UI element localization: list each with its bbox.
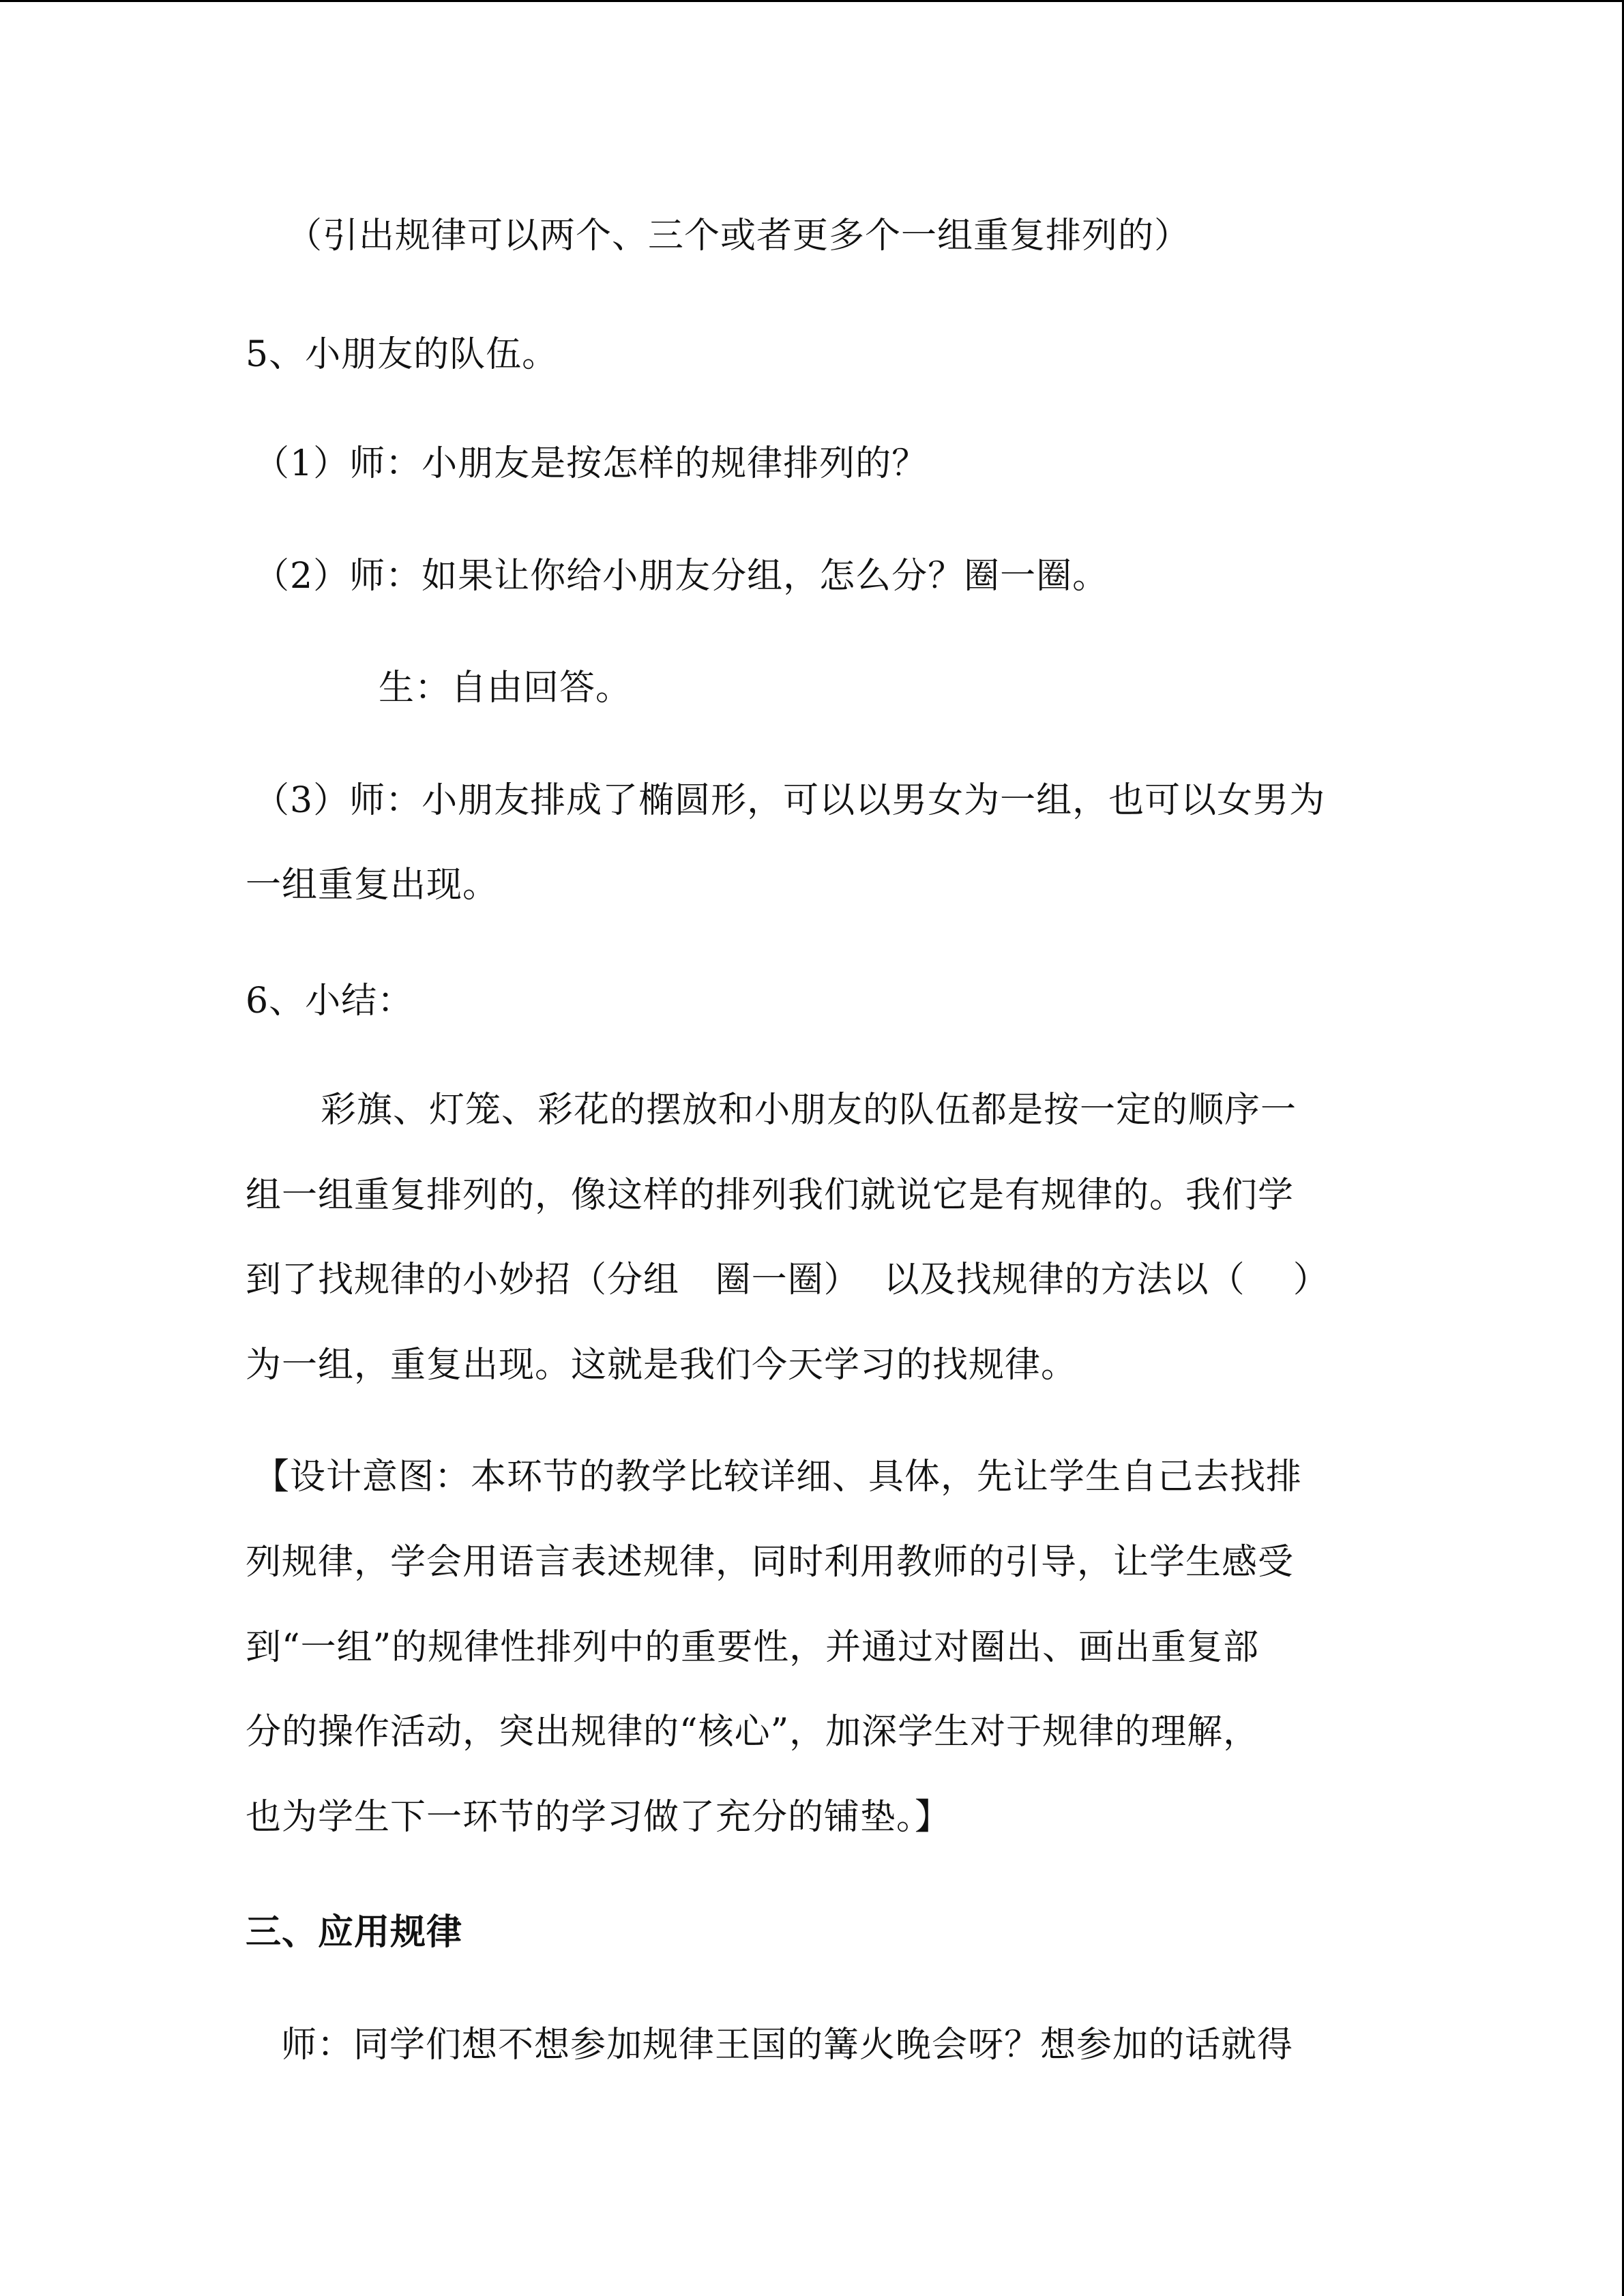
student-response: 生：自由回答。 xyxy=(379,668,632,709)
design-intent-line-5: 也为学生下一环节的学习做了充分的铺垫。】 xyxy=(246,1797,951,1838)
teacher-statement-3-line-2: 一组重复出现。 xyxy=(246,865,499,906)
section-item-5-heading: 5、小朋友的队伍。 xyxy=(246,334,559,375)
design-intent-line-4: 分的操作活动，突出规律的“核心”，加深学生对于规律的理解， xyxy=(246,1712,1260,1753)
design-intent-line-3: 到“一组”的规律性排列中的重要性，并通过对圈出、画出重复部 xyxy=(246,1627,1260,1668)
paragraph-note-rule-groups: （引出规律可以两个、三个或者更多个一组重复排列的） xyxy=(286,215,1191,256)
teacher-question-1: （1）师：小朋友是按怎样的规律排列的？ xyxy=(254,443,928,484)
section-three-heading: 三、应用规律 xyxy=(246,1911,463,1953)
page-top-border xyxy=(0,0,1624,2)
summary-paragraph-line-4: 为一组，重复出现。这就是我们今天学习的找规律。 xyxy=(246,1345,1078,1386)
summary-paragraph-line-1: 彩旗、灯笼、彩花的摆放和小朋友的队伍都是按一定的顺序一 xyxy=(321,1090,1297,1131)
design-intent-line-1: 【设计意图：本环节的教学比较详细、具体，先让学生自己去找排 xyxy=(254,1457,1303,1497)
teacher-question-2: （2）师：如果让你给小朋友分组，怎么分？圈一圈。 xyxy=(254,556,1109,597)
section-item-6-summary-heading: 6、小结： xyxy=(246,981,414,1022)
teacher-statement-3-line-1: （3）师：小朋友排成了椭圆形，可以以男女为一组，也可以女男为 xyxy=(254,780,1326,821)
design-intent-line-2: 列规律，学会用语言表述规律，同时利用教师的引导，让学生感受 xyxy=(246,1542,1295,1583)
teacher-invitation-line: 师：同学们想不想参加规律王国的篝火晚会呀？想参加的话就得 xyxy=(281,2025,1294,2066)
summary-paragraph-line-2: 组一组重复排列的，像这样的排列我们就说它是有规律的。我们学 xyxy=(246,1175,1295,1216)
summary-paragraph-line-3: 到了找规律的小妙招（分组 圈一圈） 以及找规律的方法以（ ） xyxy=(246,1259,1329,1300)
